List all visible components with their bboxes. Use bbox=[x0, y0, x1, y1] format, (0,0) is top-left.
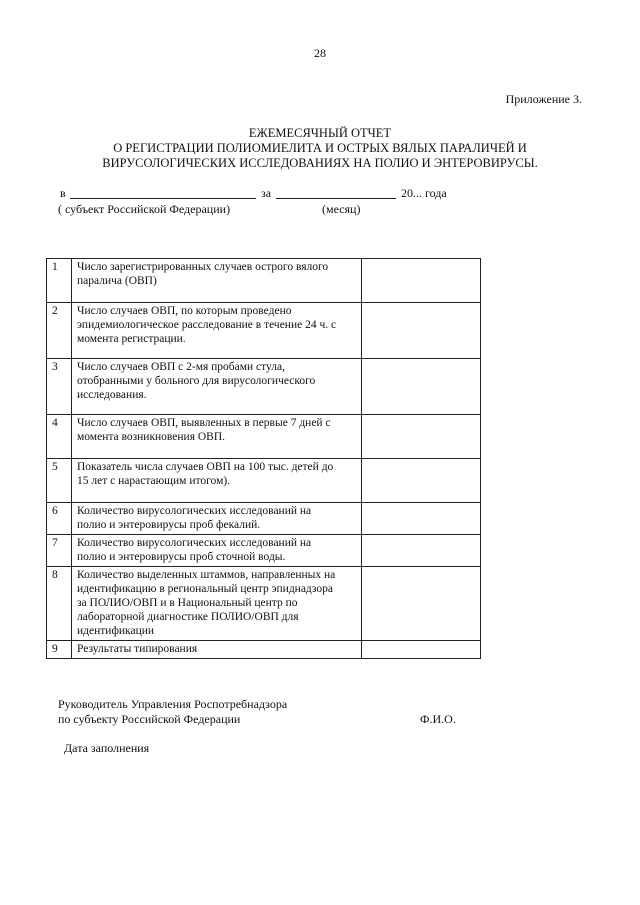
table-row bbox=[47, 567, 481, 641]
subject-field[interactable] bbox=[70, 186, 256, 199]
row-description-line: Количество вирусологических исследований на bbox=[77, 505, 312, 517]
table-row bbox=[47, 359, 481, 415]
row-value-cell[interactable] bbox=[362, 503, 481, 535]
row-description-line: идентификацию в региональный центр эпиднадзора bbox=[77, 583, 334, 595]
row-description-line: паралича (ОВП) bbox=[77, 275, 157, 287]
row-description-line: Количество вирусологических исследований на bbox=[77, 537, 312, 549]
table-row bbox=[47, 535, 481, 567]
row-description-line: Число случаев ОВП с 2-мя пробами стула, bbox=[77, 361, 285, 373]
row-description-line: момента возникновения ОВП. bbox=[77, 431, 226, 443]
title-line-3: ВИРУСОЛОГИЧЕСКИХ ИССЛЕДОВАНИЯХ НА ПОЛИО И ЭНТЕРОВИРУСЫ. bbox=[102, 156, 538, 170]
subject-caption: ( субъект Российской Федерации) bbox=[58, 202, 231, 216]
row-description-line: 15 лет с нарастающим итогом). bbox=[77, 475, 231, 487]
row-description-line: полио и энтеровирусы проб сточной воды. bbox=[77, 551, 286, 563]
month-field[interactable] bbox=[276, 186, 396, 199]
row-number: 9 bbox=[47, 641, 72, 659]
table-row bbox=[47, 303, 481, 359]
row-description-line: Число случаев ОВП, выявленных в первые 7 дней с bbox=[77, 417, 331, 429]
row-description-line: исследования. bbox=[77, 389, 147, 401]
row-description-line: Число зарегистрированных случаев острого вялого bbox=[77, 261, 329, 273]
table-row bbox=[47, 503, 481, 535]
form-line bbox=[60, 186, 66, 201]
row-value-cell[interactable] bbox=[362, 303, 481, 359]
for-label: за bbox=[261, 186, 272, 200]
row-number: 4 bbox=[47, 415, 72, 459]
row-description-line: момента регистрации. bbox=[77, 333, 186, 345]
row-value-cell[interactable] bbox=[362, 359, 481, 415]
row-description-line: Показатель числа случаев ОВП на 100 тыс. детей до bbox=[77, 461, 334, 473]
row-value-cell[interactable] bbox=[362, 415, 481, 459]
row-value-cell[interactable] bbox=[362, 535, 481, 567]
table-row bbox=[47, 259, 481, 303]
row-number: 2 bbox=[47, 303, 72, 359]
row-description bbox=[72, 303, 362, 359]
fio-label: Ф.И.О. bbox=[420, 712, 456, 726]
row-number: 1 bbox=[47, 259, 72, 303]
row-description bbox=[72, 535, 362, 567]
row-description bbox=[72, 359, 362, 415]
report-table bbox=[46, 258, 481, 659]
year-label: 20... года bbox=[401, 186, 447, 200]
row-description bbox=[72, 415, 362, 459]
signature-block bbox=[58, 697, 287, 727]
row-number: 7 bbox=[47, 535, 72, 567]
row-number: 5 bbox=[47, 459, 72, 503]
title-line-1: ЕЖЕМЕСЯЧНЫЙ ОТЧЕТ bbox=[248, 126, 392, 140]
row-number: 6 bbox=[47, 503, 72, 535]
prefix-in-label: в bbox=[60, 186, 66, 200]
row-description-line: идентификации bbox=[77, 625, 155, 637]
row-value-cell[interactable] bbox=[362, 641, 481, 659]
row-description-line: за ПОЛИО/ОВП и в Национальный центр по bbox=[77, 597, 298, 609]
row-description-line: отобранными у больного для вирусологического bbox=[77, 375, 316, 387]
fill-date-label: Дата заполнения bbox=[64, 741, 150, 755]
row-number: 3 bbox=[47, 359, 72, 415]
row-description bbox=[72, 567, 362, 641]
row-description-line: полио и энтеровирусы проб фекалий. bbox=[77, 519, 261, 531]
row-description-line: Число случаев ОВП, по которым проведено bbox=[77, 305, 292, 317]
table-row bbox=[47, 415, 481, 459]
signature-line-2: по субъекту Российской Федерации bbox=[58, 712, 241, 726]
table-row bbox=[47, 459, 481, 503]
row-description-line: лабораторной диагностике ПОЛИО/ОВП для bbox=[77, 611, 299, 623]
row-description-line: Результаты типирования bbox=[77, 643, 198, 655]
row-description-line: эпидемиологическое расследование в течение 24 ч. с bbox=[77, 319, 337, 331]
row-value-cell[interactable] bbox=[362, 459, 481, 503]
row-description-line: Количество выделенных штаммов, направленных на bbox=[77, 569, 336, 581]
signature-line-1: Руководитель Управления Роспотребнадзора bbox=[58, 697, 288, 711]
title-line-2: О РЕГИСТРАЦИИ ПОЛИОМИЕЛИТА И ОСТРЫХ ВЯЛЫХ ПАРАЛИЧЕЙ И bbox=[113, 141, 527, 155]
row-value-cell[interactable] bbox=[362, 259, 481, 303]
row-value-cell[interactable] bbox=[362, 567, 481, 641]
row-description bbox=[72, 259, 362, 303]
row-description bbox=[72, 641, 362, 659]
row-description bbox=[72, 459, 362, 503]
row-description bbox=[72, 503, 362, 535]
appendix-label: Приложение 3. bbox=[505, 92, 582, 106]
month-caption: (месяц) bbox=[322, 202, 361, 216]
page-number: 28 bbox=[314, 46, 326, 60]
document-title bbox=[60, 126, 580, 171]
row-number: 8 bbox=[47, 567, 72, 641]
table-row bbox=[47, 641, 481, 659]
